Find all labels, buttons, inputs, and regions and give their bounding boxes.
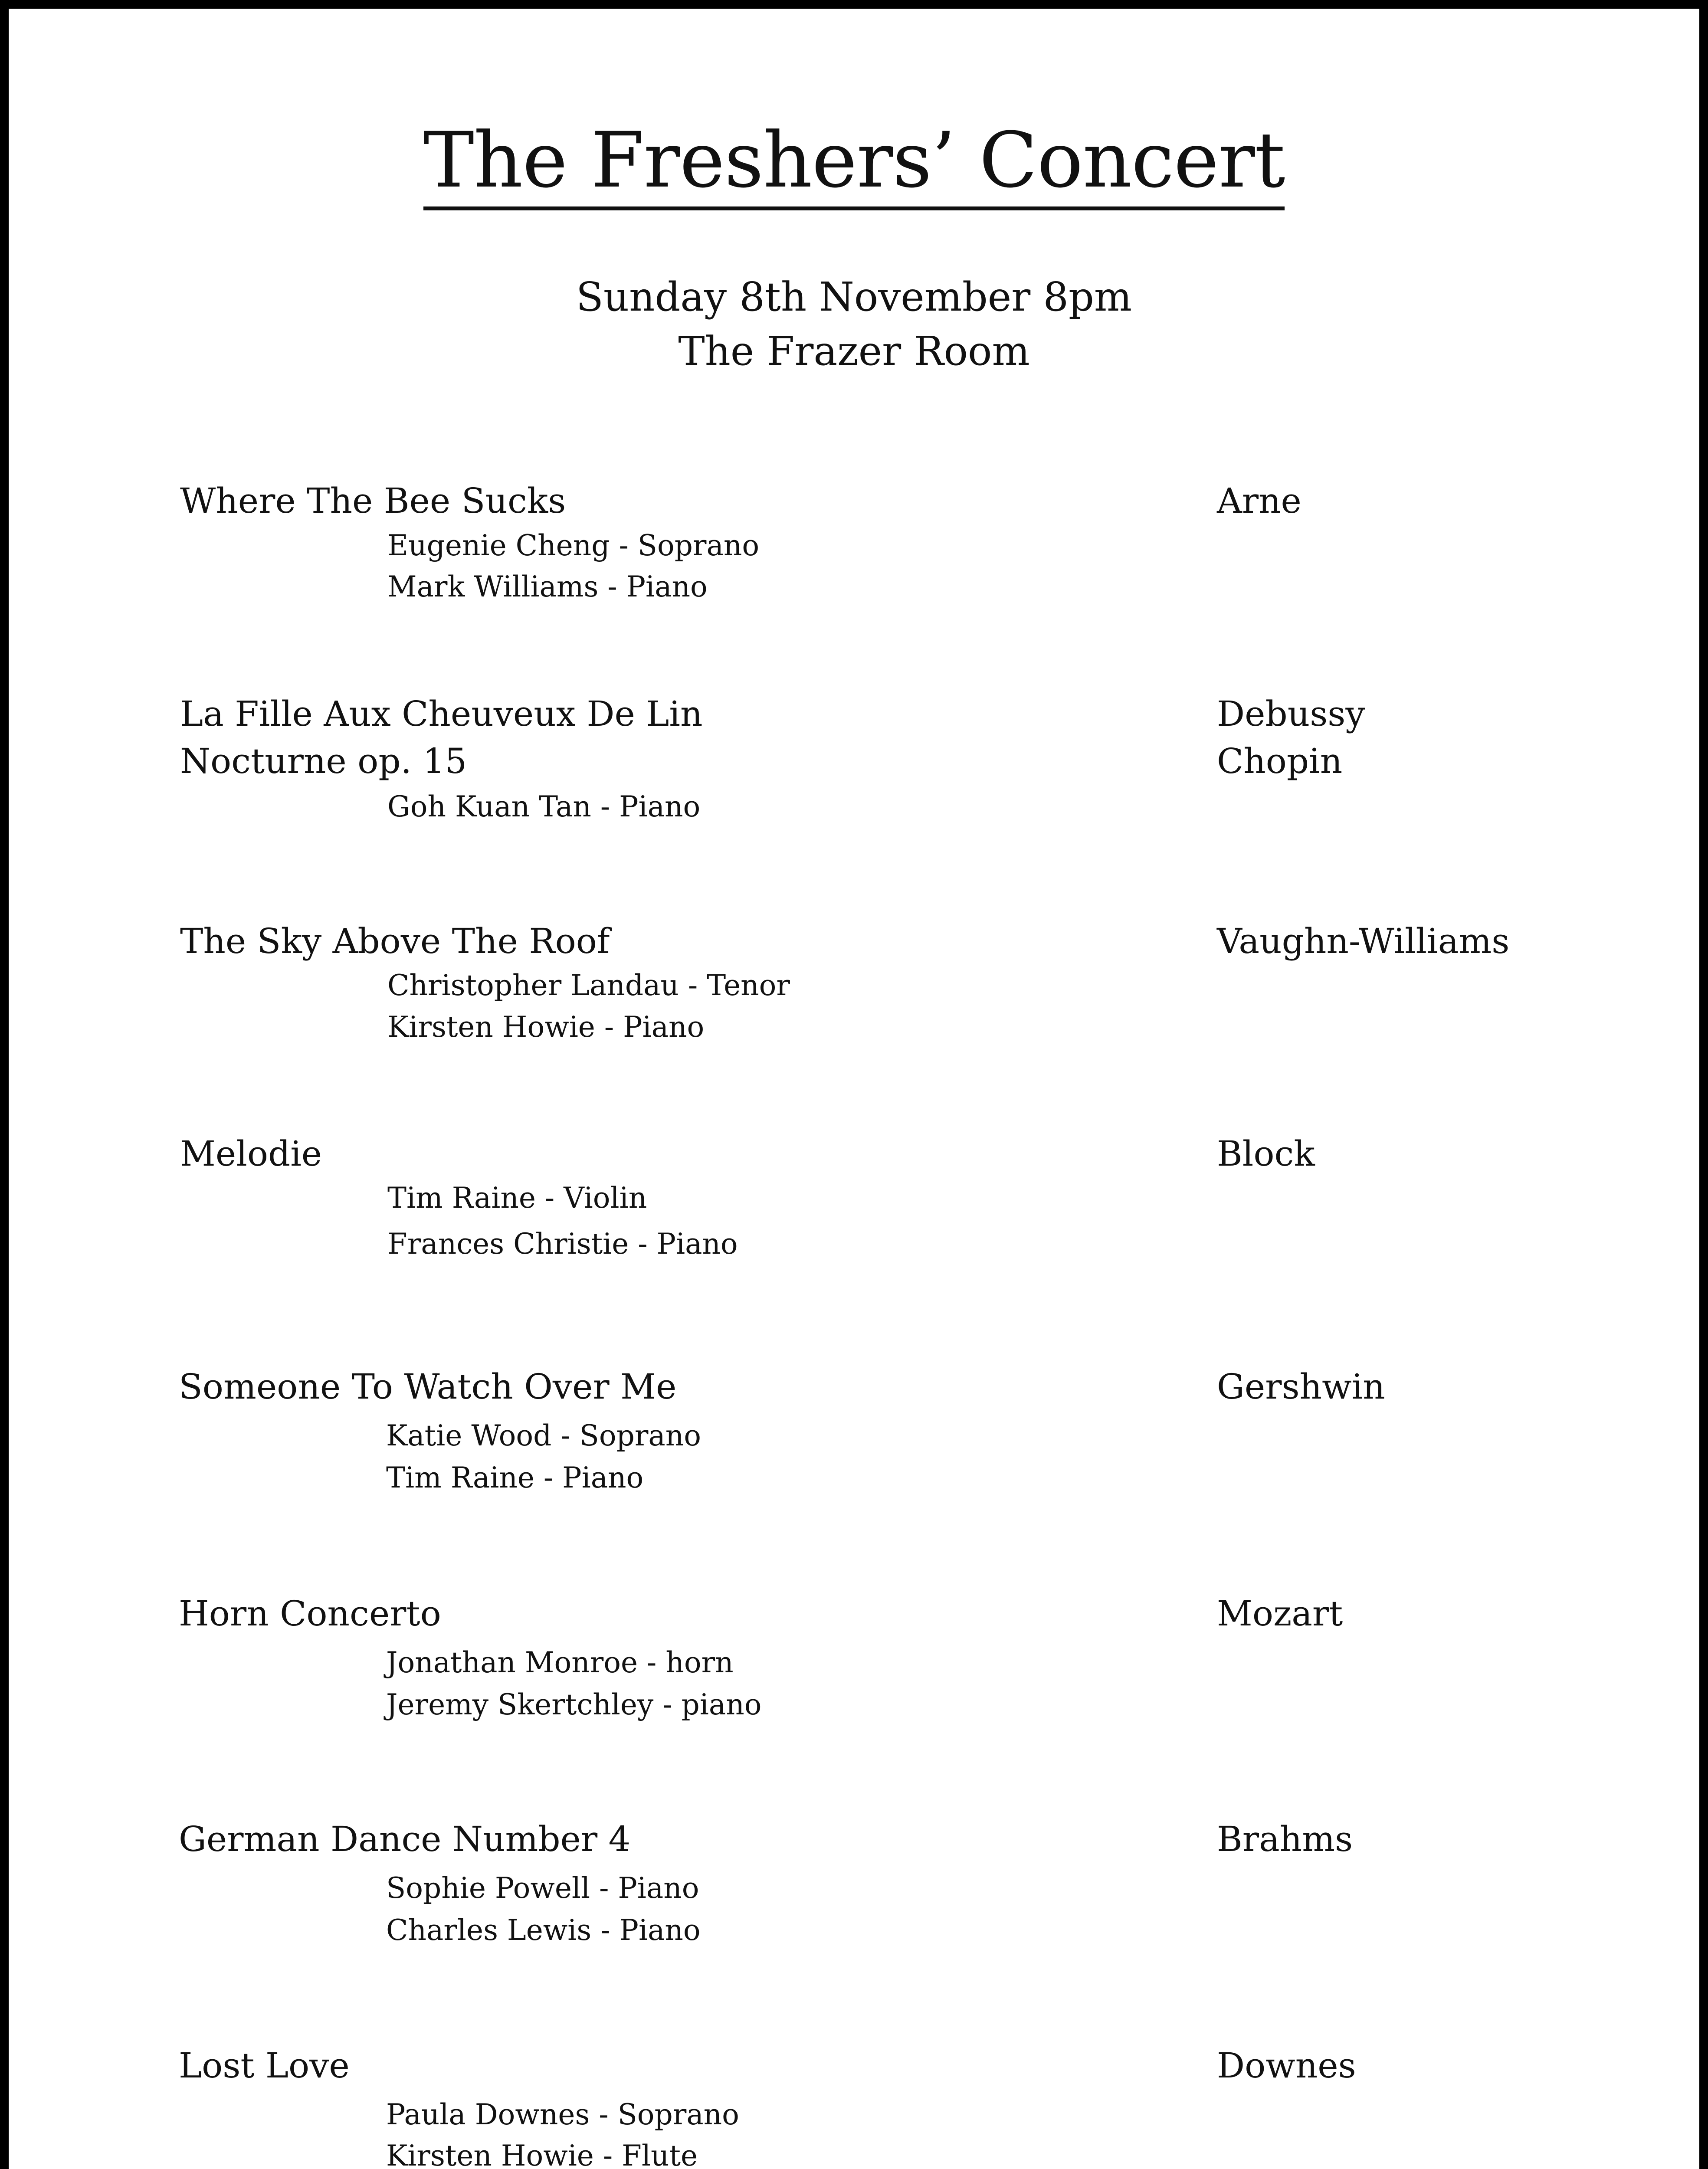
- performer: Frances Christie - Piano: [387, 1227, 738, 1261]
- performer: Charles Lewis - Piano: [386, 1913, 701, 1947]
- performer: Kirsten Howie - Piano: [387, 1010, 705, 1044]
- performer: Mark Williams - Piano: [387, 570, 708, 603]
- piece-title: Lost Love: [179, 2045, 350, 2086]
- performer: Christopher Landau - Tenor: [387, 969, 790, 1002]
- performer: Katie Wood - Soprano: [386, 1419, 701, 1452]
- piece-composer: Block: [1217, 1134, 1315, 1174]
- performer: Tim Raine - Piano: [386, 1461, 644, 1494]
- piece-title: Nocturne op. 15: [180, 741, 467, 781]
- performer: Tim Raine - Violin: [387, 1181, 647, 1215]
- concert-title: The Freshers’ Concert: [0, 117, 1708, 210]
- piece-title: The Sky Above The Roof: [180, 921, 610, 961]
- piece-composer: Mozart: [1217, 1593, 1343, 1634]
- piece-composer: Vaughn-Williams: [1217, 921, 1510, 961]
- piece-composer: Arne: [1217, 481, 1301, 521]
- piece-title: Melodie: [180, 1134, 322, 1174]
- piece-title: German Dance Number 4: [179, 1819, 631, 1859]
- performer: Kirsten Howie - Flute: [386, 2139, 698, 2169]
- piece-title: Horn Concerto: [179, 1593, 441, 1634]
- performer: Eugenie Cheng - Soprano: [387, 529, 760, 562]
- piece-composer: Debussy: [1217, 694, 1365, 734]
- performer: Paula Downes - Soprano: [386, 2098, 739, 2131]
- piece-composer: Gershwin: [1217, 1366, 1385, 1407]
- venue: The Frazer Room: [678, 328, 1030, 374]
- performer: Jeremy Skertchley - piano: [386, 1688, 762, 1721]
- piece-title: La Fille Aux Cheuveux De Lin: [180, 694, 703, 734]
- date-line: Sunday 8th November 8pm: [576, 274, 1132, 320]
- piece-composer: Downes: [1217, 2045, 1356, 2086]
- performer: Sophie Powell - Piano: [386, 1871, 699, 1905]
- piece-composer: Chopin: [1217, 741, 1343, 781]
- piece-title: Someone To Watch Over Me: [179, 1366, 677, 1407]
- piece-composer: Brahms: [1217, 1819, 1353, 1859]
- performer: Goh Kuan Tan - Piano: [387, 790, 701, 823]
- performer: Jonathan Monroe - horn: [386, 1646, 734, 1679]
- piece-title: Where The Bee Sucks: [180, 481, 566, 521]
